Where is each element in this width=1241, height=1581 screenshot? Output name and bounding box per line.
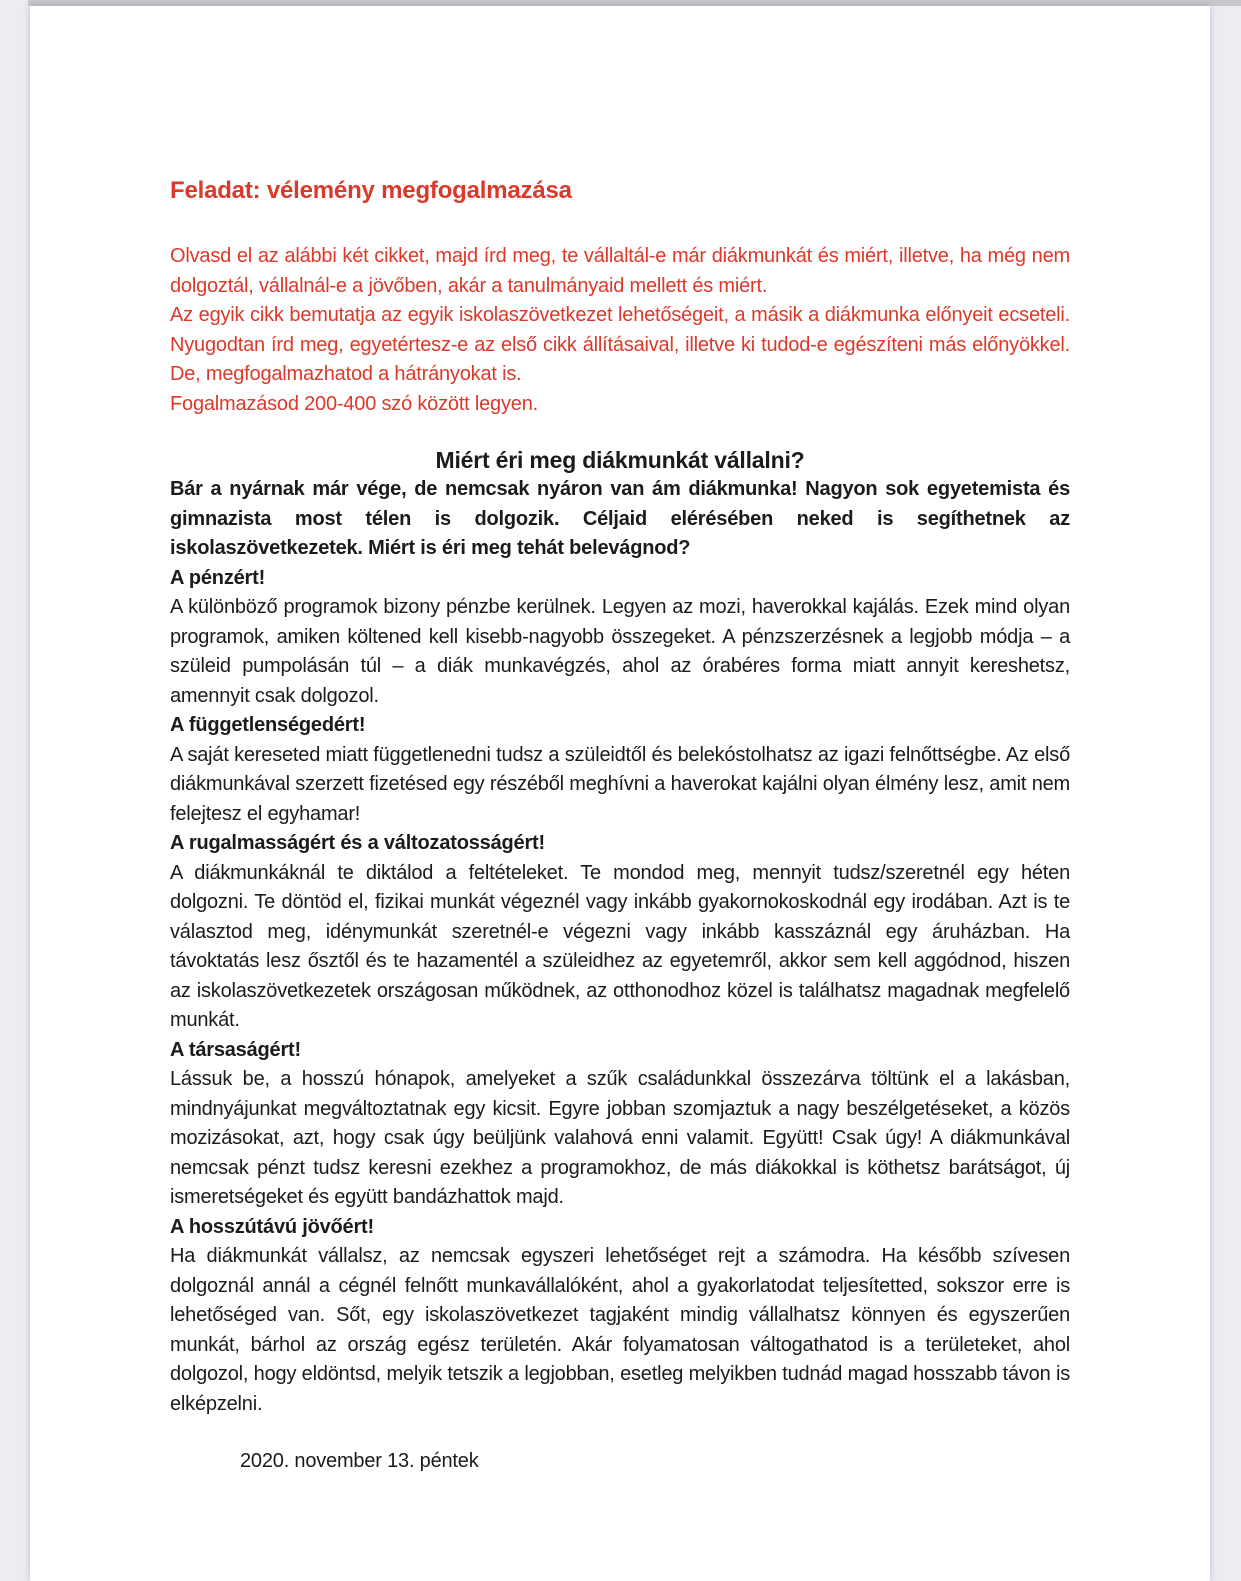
section-body-independence: A saját kereseted miatt függetlenedni tudsz a szüleidtől és belekóstolhatsz az igazi felnőttségbe. Az első diákmunkával szerzett fizetésed egy részéből meghívni a haverokat kajálni olyan élmény lesz, amit nem felejtesz el egyhamar! bbox=[170, 743, 1070, 825]
task-paragraph-3: Fogalmazásod 200-400 szó között legyen. bbox=[170, 392, 538, 415]
document-page bbox=[30, 6, 1210, 1581]
section-heading-money: A pénzért! bbox=[170, 566, 266, 589]
article-title: Miért éri meg diákmunkát vállalni? bbox=[435, 447, 805, 473]
task-paragraph-2: Az egyik cikk bemutatja az egyik iskolaszövetkezet lehetőségeit, a másik a diákmunka előnyeit ecseteli. Nyugodtan írd meg, egyetértesz-e az első cikk állításaival, illetve ki tudod-e egészíteni más előnyökkel. De, megfogalmazhatod a hátrányokat is. bbox=[170, 304, 1070, 385]
section-body-future: Ha diákmunkát vállalsz, az nemcsak egyszeri lehetőséget rejt a számodra. Ha később szívesen dolgoznál annál a cégnél felnőtt munkavállalóként, ahol a gyakorlatodat teljesítetted, sokszor erre is lehetőséged van. Sőt, egy iskolaszövetkezet tagjaként mindig vállalhatsz könnyen és egyszerűen munkát, bárhol az ország egész területén. Akár folyamatosan váltogathatod is a területeket, ahol dolgozol, hogy eldöntsd, melyik tetszik a legjobban, esetleg melyikben tudnád magad hosszabb távon is elképzelni. bbox=[170, 1245, 1070, 1415]
section-body-money: A különböző programok bizony pénzbe kerülnek. Legyen az mozi, haverokkal kajálás. Ezek mind olyan programok, amiken költened kell kisebb-nagyobb összegeket. A pénzszerzésnek a legjobb módja – a szüleid pumpolásán túl – a diák munkavégzés, ahol az órabéres forma miatt annyit kereshetsz, amennyit csak dolgozol. bbox=[170, 596, 1070, 707]
task-paragraph-1: Olvasd el az alábbi két cikket, majd írd meg, te vállaltál-e már diákmunkát és miért, illetve, ha még nem dolgoztál, vállalnál-e a jövőben, akár a tanulmányaid mellett és miért. bbox=[170, 245, 1070, 297]
section-heading-independence: A függetlenségedért! bbox=[170, 714, 366, 736]
task-heading: Feladat: vélemény megfogalmazása bbox=[170, 177, 572, 204]
section-body-company: Lássuk be, a hosszú hónapok, amelyeket a szűk családunkkal összezárva töltünk el a lakásban, mindnyájunkat megváltoztatnak egy kicsit. Egyre jobban szomjaztuk a nagy beszélgetéseket, a közös mozizásokat, azt, hogy csak úgy beüljünk valahová enni valamit. Együtt! Csak úgy! A diákmunkával nemcsak pénzt tudsz keresni ezekhez a programokhoz, de más diákokkal is köthetsz barátságot, új ismeretségeket és együtt bandázhattok majd. bbox=[170, 1068, 1070, 1208]
date-line: 2020. november 13. péntek bbox=[240, 1450, 479, 1472]
article-lead: Bár a nyárnak már vége, de nemcsak nyáron van ám diákmunka! Nagyon sok egyetemista és gimnazista most télen is dolgozik. Céljaid elérésében neked is segíthetnek az iskolaszövetkezetek. Miért is éri meg tehát belevágnod? bbox=[170, 478, 1070, 559]
section-heading-future: A hosszútávú jövőért! bbox=[170, 1215, 374, 1238]
section-body-flexibility: A diákmunkáknál te diktálod a feltételeket. Te mondod meg, mennyit tudsz/szeretnél egy héten dolgozni. Te döntöd el, fizikai munkát végeznél vagy inkább gyakornokoskodnál egy irodában. Azt is te választod meg, idénymunkát szeretnél-e végezni vagy inkább kasszáznál egy áruházban. Ha távoktatás lesz ősztől és te hazamentél a szüleidhez az egyetemről, akkor sem kell aggódnod, hiszen az iskolaszövetkezetek országosan működnek, az otthonodhoz közel is találhatsz magadnak megfelelő munkát. bbox=[170, 861, 1070, 1031]
page-content bbox=[170, 176, 1070, 1477]
section-heading-company: A társaságért! bbox=[170, 1038, 301, 1061]
section-heading-flexibility: A rugalmasságért és a változatosságért! bbox=[170, 832, 545, 854]
